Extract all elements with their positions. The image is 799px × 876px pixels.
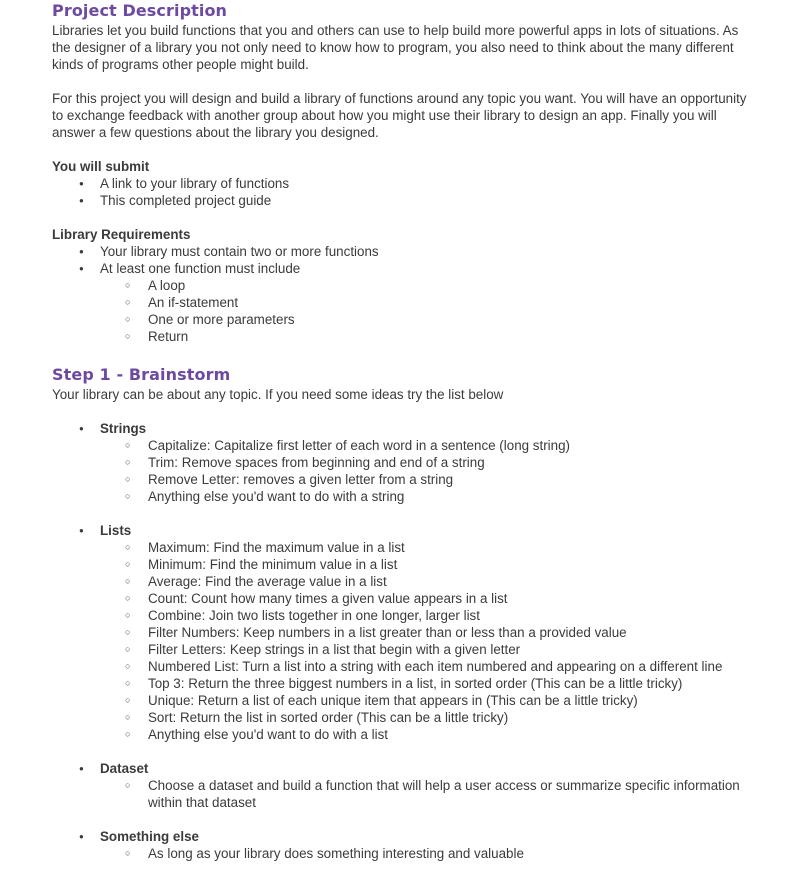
lists-category (52, 522, 752, 539)
list-item: ● This completed project guide (52, 192, 752, 209)
list-item: ○ Capitalize: Capitalize first letter of each word in a sentence (long string) (100, 437, 752, 454)
list-item: ○ Anything else you'd want to do with a string (100, 488, 752, 505)
brainstorm-list (52, 760, 752, 777)
requirement-text: Your library must contain two or more functions (100, 244, 379, 259)
list-item: ○ Remove Letter: removes a given letter from a string (100, 471, 752, 488)
list-item (52, 260, 752, 277)
list-item: ○ One or more parameters (100, 311, 752, 328)
list-item: ○ Numbered List: Turn a list into a string with each item numbered and appearing on a different line (100, 658, 752, 675)
list-item: ○ Unique: Return a list of each unique item that appears in (This can be a little tricky) (100, 692, 752, 709)
something-else-list (52, 845, 752, 862)
list-item: ○ Combine: Join two lists together in one longer, larger list (100, 607, 752, 624)
intro-paragraph-1: Libraries let you build functions that you and others can use to help build more powerful apps in lots of situations. As the designer of a library you not only need to know how to program, you also need to think about the many different kinds of programs other people might build. (52, 23, 739, 72)
list-item: ○ Choose a dataset and build a function that will help a user access or summarize specific information within that dataset (100, 777, 750, 811)
list-item: ○ Average: Find the average value in a list (100, 573, 752, 590)
list-item: ○ A loop (100, 277, 752, 294)
requirement-text: At least one function must include (100, 261, 301, 276)
requirements-heading: Library Requirements (52, 227, 191, 242)
lists-heading: Lists (100, 523, 132, 538)
document-page (52, 0, 752, 862)
list-item (52, 243, 752, 260)
list-item: ○ Sort: Return the list in sorted order (This can be a little tricky) (100, 709, 752, 726)
list-item: ○ An if-statement (100, 294, 752, 311)
list-item: ○ Trim: Remove spaces from beginning and end of a string (100, 454, 752, 471)
submit-list (52, 175, 752, 209)
something-else-heading: Something else (100, 829, 199, 844)
list-item: ○ Anything else you'd want to do with a list (100, 726, 752, 743)
brainstorm-list (52, 522, 752, 539)
submit-heading: You will submit (52, 159, 150, 174)
strings-heading: Strings (100, 421, 147, 436)
list-item: ○ Return (100, 328, 752, 345)
list-item: ○ As long as your library does something interesting and valuable (100, 845, 752, 862)
list-item: ○ Filter Numbers: Keep numbers in a list greater than or less than a provided value (100, 624, 752, 641)
step1-heading: Step 1 - Brainstorm (52, 365, 231, 384)
list-item: ○ Maximum: Find the maximum value in a list (100, 539, 752, 556)
list-item: ○ Count: Count how many times a given value appears in a list (100, 590, 752, 607)
strings-category (52, 420, 752, 437)
list-item: ○ Minimum: Find the minimum value in a list (100, 556, 752, 573)
something-else-category (52, 828, 752, 845)
brainstorm-list (52, 828, 752, 845)
strings-list (52, 437, 752, 505)
list-item: ○ Filter Letters: Keep strings in a list that begin with a given letter (100, 641, 752, 658)
brainstorm-list (52, 420, 752, 437)
dataset-category (52, 760, 752, 777)
list-item: ● A link to your library of functions (52, 175, 752, 192)
list-item: ○ Top 3: Return the three biggest numbers in a list, in sorted order (This can be a little tricky) (100, 675, 752, 692)
dataset-list (52, 777, 750, 811)
step1-intro: Your library can be about any topic. If you need some ideas try the list below (52, 387, 504, 402)
lists-list (52, 539, 752, 743)
requirements-list (52, 243, 752, 277)
project-description-heading: Project Description (52, 1, 228, 20)
intro-paragraph-2: For this project you will design and build a library of functions around any topic you want. You will have an opportunity to exchange feedback with another group about how you might use their library to design an app. Finally you will answer a few questions about the library you designed. (52, 91, 747, 140)
requirements-sublist (52, 277, 752, 345)
dataset-heading: Dataset (100, 761, 149, 776)
